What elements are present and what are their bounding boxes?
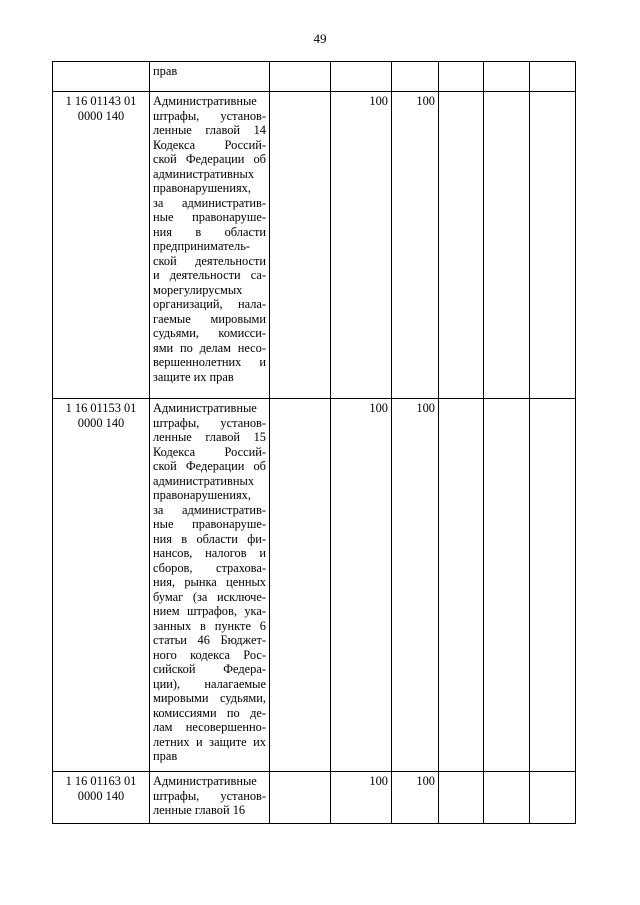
description-line: административных [153,166,255,181]
description-line: за административ- [153,195,266,210]
description-line: ния в области фи- [153,531,266,546]
description-cell [150,62,270,92]
description-line: ции), налагаемые [153,676,266,691]
description-line: лам несовершенно- [153,720,266,734]
budget-code-cell: 1 16 01143 01 0000 140 [53,92,150,399]
description-line: статьи 46 Бюджет- [153,633,266,647]
description-line: ленные главой 16 [153,803,246,817]
description-line: ской Федерации об [153,459,266,473]
description-line: сборов, страхова- [153,560,266,575]
page-number: 49 [313,31,327,46]
value-cell-4 [439,62,484,92]
description-line: защите их прав [153,369,234,384]
table-row [53,62,576,92]
description-line: бумаг (за исключе- [153,589,266,604]
description-line: ные правонаруше- [153,517,266,531]
value-cell-2: 100 [331,772,392,824]
value-cell-2: 100 [331,399,392,772]
description-line: штрафы, установ- [153,415,266,430]
table-row [53,399,576,772]
description-line: Административные [153,774,257,788]
description-line: и деятельности са- [153,268,266,282]
description-cell [150,92,270,399]
budget-code-cell: 1 16 01163 01 0000 140 [53,772,150,824]
description-line: судьями, комисси- [153,326,266,340]
description-line: сийской Федера- [153,662,266,676]
value-cell-1 [270,62,331,92]
description-line: нансов, налогов и [153,546,266,560]
description-line: прав [153,749,178,763]
description-cell [150,399,270,772]
description-line: предприниматель- [153,239,250,253]
description-line: штрафы, установ- [153,108,266,123]
description-line: за административ- [153,502,266,517]
description-line: морегулирусмых [153,282,243,297]
table-row [53,92,576,399]
value-cell-3: 100 [392,92,439,399]
value-cell-5 [484,62,530,92]
description-line: вершеннолетних и [153,355,266,369]
value-cell-6 [530,92,576,399]
description-line: гаемые мировыми [153,311,266,326]
description-line: ния в области [153,224,266,239]
description-line: административных [153,473,255,488]
description-line: правонарушениях, [153,488,251,502]
value-cell-2: 100 [331,92,392,399]
description-line: организаций, нала- [153,297,266,311]
description-line: ской Федерации об [153,152,266,166]
value-cell-6 [530,62,576,92]
value-cell-1 [270,772,331,824]
value-cell-5 [484,772,530,824]
description-line: Административные [153,401,257,415]
description-line: прав [153,64,178,78]
value-cell-3: 100 [392,772,439,824]
description-line: комиссиями по де- [153,705,266,720]
value-cell-1 [270,92,331,399]
value-cell-3: 100 [392,399,439,772]
description-line: ного кодекса Рос- [153,647,266,662]
description-line: ния, рынка ценных [153,575,266,589]
description-line: Кодекса Россий- [153,444,266,459]
value-cell-1 [270,399,331,772]
table-row [53,772,576,824]
value-cell-4 [439,399,484,772]
value-cell-5 [484,399,530,772]
description-line: занных в пункте 6 [153,618,266,633]
value-cell-4 [439,92,484,399]
description-line: Кодекса Россий- [153,137,266,152]
value-cell-5 [484,92,530,399]
value-cell-2 [331,62,392,92]
value-cell-4 [439,772,484,824]
description-line: летних и защите их [153,734,266,749]
description-line: ные правонаруше- [153,210,266,224]
description-line: мировыми судьями, [153,691,266,705]
description-line: ской деятельности [153,253,266,268]
description-line: правонарушениях, [153,181,251,195]
description-line: ями по делам несо- [153,340,266,355]
description-line: ленные главой 15 [153,430,266,444]
budget-table [52,61,576,824]
description-line: Административные [153,94,257,108]
description-cell [150,772,270,824]
description-line: штрафы, установ- [153,788,266,803]
description-line: ленные главой 14 [153,123,266,137]
value-cell-6 [530,772,576,824]
value-cell-6 [530,399,576,772]
description-line: нием штрафов, ука- [153,604,266,618]
value-cell-3 [392,62,439,92]
budget-code-cell [53,62,150,92]
budget-code-cell: 1 16 01153 01 0000 140 [53,399,150,772]
